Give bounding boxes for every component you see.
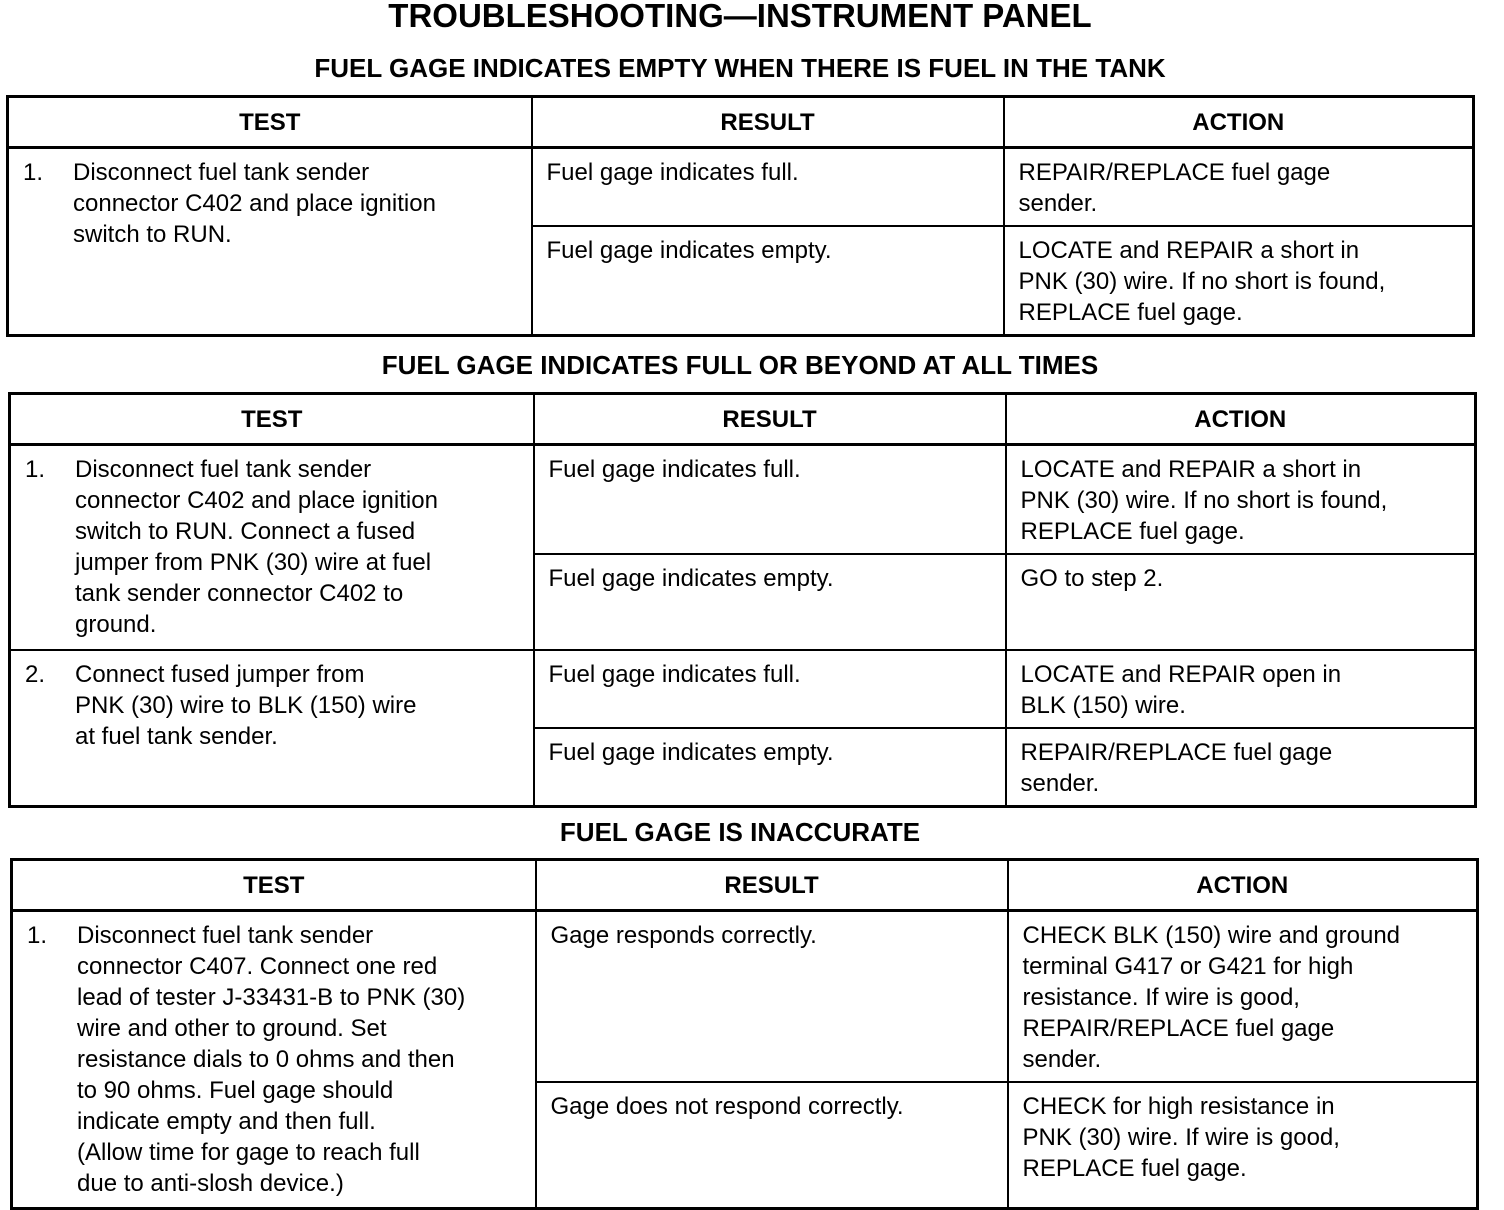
header-result: RESULT: [532, 97, 1004, 148]
result-cell: Gage responds correctly.: [536, 911, 1008, 1083]
test-step-cell: [10, 445, 534, 651]
test-step-cell: [10, 650, 534, 807]
result-cell: Fuel gage indicates full.: [534, 650, 1006, 728]
header-action: ACTION: [1006, 394, 1476, 445]
table-row: [10, 650, 1476, 728]
header-result: RESULT: [534, 394, 1006, 445]
section-title-full: FUEL GAGE INDICATES FULL OR BEYOND AT ALL TIMES: [381, 350, 1099, 380]
header-test: TEST: [10, 394, 534, 445]
header-result: RESULT: [536, 860, 1008, 911]
section-title-inaccurate: FUEL GAGE IS INACCURATE: [559, 817, 921, 847]
result-cell: Fuel gage indicates full.: [534, 445, 1006, 555]
action-cell: CHECK for high resistance in PNK (30) wire. If wire is good, REPLACE fuel gage.: [1008, 1082, 1478, 1208]
header-test: TEST: [12, 860, 536, 911]
step-number: 1.: [27, 922, 48, 949]
header-test: TEST: [8, 97, 532, 148]
action-cell: LOCATE and REPAIR a short in PNK (30) wire. If no short is found, REPLACE fuel gage.: [1004, 226, 1474, 336]
step-number: 2.: [25, 661, 46, 688]
step-number: 1.: [25, 456, 46, 483]
action-cell: LOCATE and REPAIR open in BLK (150) wire.: [1006, 650, 1476, 728]
test-text: Connect fused jumper from PNK (30) wire to BLK (150) wire at fuel tank sender.: [75, 661, 417, 750]
section-title-empty: FUEL GAGE INDICATES EMPTY WHEN THERE IS FUEL IN THE TANK: [314, 53, 1166, 83]
result-cell: Fuel gage indicates empty.: [534, 554, 1006, 650]
action-cell: LOCATE and REPAIR a short in PNK (30) wire. If no short is found, REPLACE fuel gage.: [1006, 445, 1476, 555]
table-header-row: [10, 394, 1476, 445]
table-row: [12, 911, 1478, 1083]
result-cell: Fuel gage indicates full.: [532, 148, 1004, 227]
table-row: [8, 148, 1474, 227]
action-cell: CHECK BLK (150) wire and ground terminal G417 or G421 for high resistance. If wire is good, REPAIR/REPLACE fuel gage sender.: [1008, 911, 1478, 1083]
step-number: 1.: [23, 159, 44, 186]
table-header-row: [8, 97, 1474, 148]
action-cell: REPAIR/REPLACE fuel gage sender.: [1004, 148, 1474, 227]
troubleshooting-table-inaccurate: [10, 858, 1479, 1210]
page-title: TROUBLESHOOTING—INSTRUMENT PANEL: [388, 0, 1092, 34]
table-header-row: [12, 860, 1478, 911]
test-text: Disconnect fuel tank sender connector C402 and place ignition switch to RUN. Connect a fused jumper from PNK (30) wire at fuel tank sender connector C402 to ground.: [75, 456, 438, 638]
troubleshooting-table-full: [8, 392, 1477, 808]
header-action: ACTION: [1008, 860, 1478, 911]
result-cell: Fuel gage indicates empty.: [532, 226, 1004, 336]
test-text: Disconnect fuel tank sender connector C407. Connect one red lead of tester J-33431-B to PNK (30) wire and other to ground. Set resistance dials to 0 ohms and then to 90 ohms. Fuel gage should indicate empty and then full. (Allow time for gage to reach full due to anti-slosh device.): [77, 922, 466, 1197]
table-row: [10, 445, 1476, 555]
action-cell: REPAIR/REPLACE fuel gage sender.: [1006, 728, 1476, 807]
header-action: ACTION: [1004, 97, 1474, 148]
action-cell: GO to step 2.: [1006, 554, 1476, 650]
test-text: Disconnect fuel tank sender connector C402 and place ignition switch to RUN.: [73, 159, 436, 248]
result-cell: Gage does not respond correctly.: [536, 1082, 1008, 1208]
test-step-cell: [12, 911, 536, 1209]
test-step-cell: [8, 148, 532, 336]
troubleshooting-table-empty: [6, 95, 1475, 337]
result-cell: Fuel gage indicates empty.: [534, 728, 1006, 807]
